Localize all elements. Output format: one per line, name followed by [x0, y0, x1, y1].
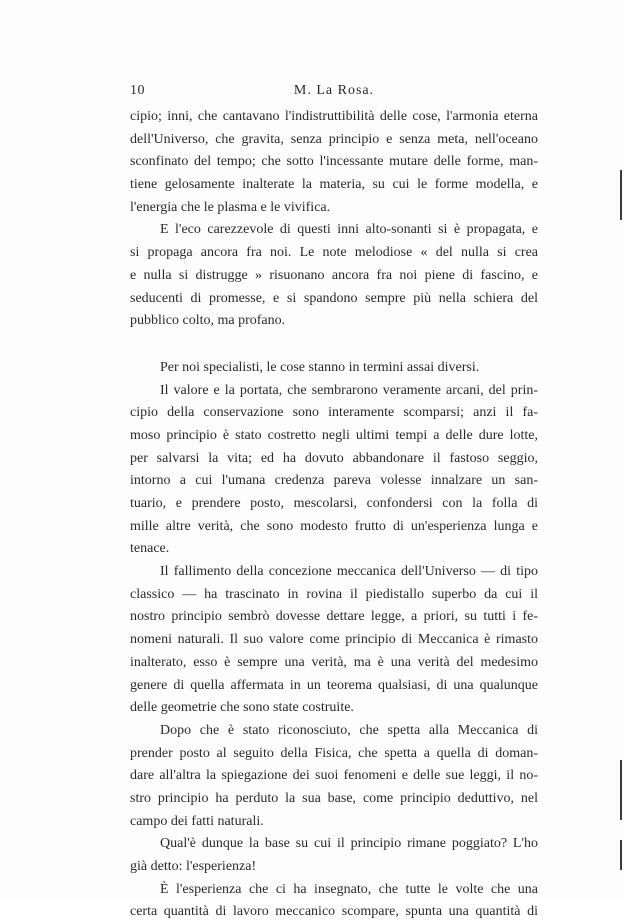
paragraph: [130, 219, 538, 332]
text-line: moso principio è stato costretto negli ultimi tempi a delle dure lotte,: [130, 427, 538, 443]
running-head: M. La Rosa.: [293, 83, 375, 98]
text-line: E l'eco carezzevole di questi inni alto-sonanti si è propagata, e: [160, 222, 538, 238]
text-line: tiene gelosamente inalterate la materia, su cui le forme modella, e: [130, 177, 538, 193]
paragraph: [130, 380, 538, 562]
paragraph: [130, 720, 538, 833]
paragraph-gap: [130, 333, 538, 357]
text-line: prender posto al seguito della Fisica, che spetta a quella di doman-: [130, 745, 538, 761]
text-line: tenace.: [130, 541, 170, 557]
text-line: si propaga ancora fra noi. Le note melodiose « del nulla si crea: [130, 245, 538, 261]
text-line: inalterato, esso è sempre una verità, ma è una verità del medesimo: [130, 654, 538, 670]
text-line: classico — ha trascinato in rovina il piedistallo superbo da cui il: [130, 586, 538, 602]
text-line: genere di quella affermata in un teorema qualsiasi, di una qualunque: [130, 677, 538, 693]
text-line: stro principio ha perduto la sua base, come principio deduttivo, nel: [130, 790, 538, 806]
text-line: delle geometrie che sono state costruite.: [130, 700, 354, 716]
text-line: dell'Universo, che gravita, senza principio e senza meta, nell'oceano: [130, 131, 538, 147]
paragraph: [130, 357, 538, 380]
text-line: certa quantità di lavoro meccanico scompare, spunta una quantità di: [130, 904, 538, 920]
paragraph: [130, 833, 538, 878]
text-line: pubblico colto, ma profano.: [130, 313, 286, 329]
text-line: cipio della conservazione sono interamente scomparsi; anzi il fa-: [130, 405, 538, 421]
page-number: 10: [130, 83, 145, 98]
scan-edge-mark: [620, 760, 622, 820]
text-line: sconfinato del tempo; che sotto l'incessante mutare delle forme, man-: [130, 154, 538, 170]
text-line: Per noi specialisti, le cose stanno in termini assai diversi.: [160, 359, 480, 375]
text-line: Il fallimento della concezione meccanica dell'Universo — di tipo: [160, 564, 538, 580]
scan-edge-mark: [620, 840, 622, 870]
scan-edge-mark: [620, 170, 622, 220]
text-line: nostro principio sembrò dovesse dettare legge, a priori, su tutti i fe-: [130, 609, 538, 625]
page-header: [130, 83, 538, 103]
text-line: già detto: l'esperienza!: [130, 859, 257, 874]
paragraph: [130, 561, 538, 720]
text-line: mille altre verità, che sono modesto frutto di un'esperienza lunga e: [130, 518, 538, 534]
text-line: campo dei fatti naturali.: [130, 813, 264, 829]
text-line: dare all'altra la spiegazione dei suoi fenomeni e delle sue leggi, il no-: [130, 768, 538, 784]
text-line: Qual'è dunque la base su cui il principio rimane poggiato? L'ho: [160, 836, 538, 852]
text-line: Dopo che è stato riconosciuto, che spetta alla Meccanica di: [160, 722, 538, 738]
text-line: cipio; inni, che cantavano l'indistruttibilità delle cose, l'armonia eterna: [130, 109, 538, 124]
paragraph: [130, 879, 538, 924]
text-line: Il valore e la portata, che sembrarono veramente arcani, del prin-: [160, 382, 538, 398]
text-line: È l'esperienza che ci ha insegnato, che tutte le volte che una: [160, 881, 538, 897]
paragraph: [130, 106, 538, 219]
text-line: seducenti di promesse, e si spandono sempre più nella schiera del: [130, 290, 538, 306]
text-line: l'energia che le plasma e le vivifica.: [130, 199, 331, 215]
text-line: tuario, e prendere posto, mescolarsi, confondersi con la folla di: [130, 496, 538, 511]
text-line: intorno a cui l'umana credenza pareva volesse innalzare un san-: [130, 473, 538, 489]
body-text: [130, 106, 538, 924]
text-line: nomeni naturali. Il suo valore come principio di Meccanica è rimasto: [130, 632, 538, 648]
text-line: per salvarsi la vita; ed ha dovuto abbandonare il fastoso seggio,: [130, 450, 538, 466]
text-line: e nulla si distrugge » risuonano ancora fra noi piene di fascino, e: [130, 267, 538, 283]
